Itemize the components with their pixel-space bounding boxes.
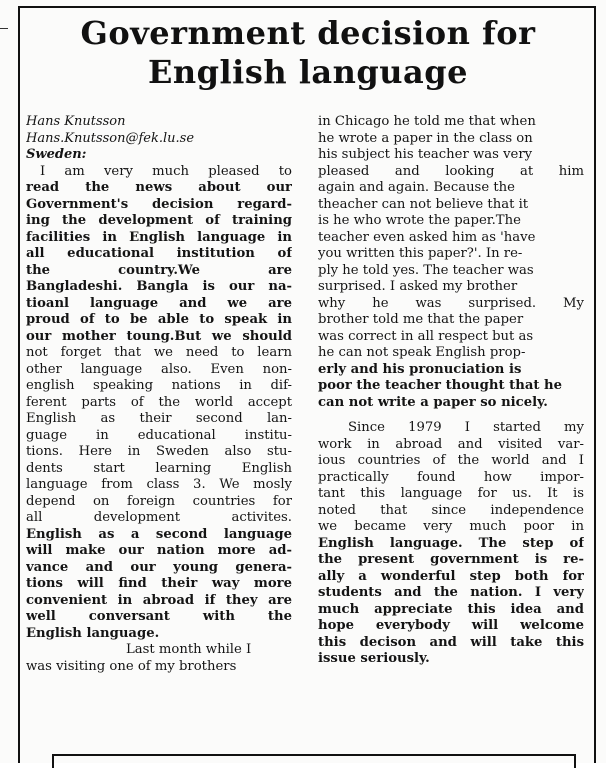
body-text-line: hope everybody will welcome (318, 618, 584, 633)
headline-line-2: English language (147, 53, 469, 91)
body-text-line: issue seriously. (318, 651, 430, 666)
body-text-line: was correct in all respect but as (318, 328, 534, 344)
left-column (26, 114, 292, 675)
frame-left-rule (18, 6, 20, 763)
body-text-line: ious countries of the world and I (318, 453, 584, 468)
frame-right-rule (594, 6, 596, 763)
body-text-line: proud of to be able to speak in (26, 312, 292, 327)
article-headline (22, 14, 594, 92)
body-text-line: not forget that we need to learn (26, 345, 292, 360)
body-text-line: ing the development of training (26, 213, 292, 228)
body-text-line: he wrote a paper in the class on (318, 130, 533, 146)
body-text-line: in Chicago he told me that when (318, 114, 536, 129)
body-text-line: I am very much pleased to (40, 163, 292, 179)
body-text-line: English as a second language (26, 526, 292, 542)
body-text-line: tioanl language and we are (26, 295, 292, 311)
body-text-line: vance and our young genera- (26, 559, 292, 575)
body-text-line: noted that since independence (318, 502, 584, 518)
right-column (318, 114, 584, 668)
body-text-line: Last month while I (126, 642, 252, 657)
body-text-line: the present government is re- (318, 552, 584, 567)
body-text-line: tions will find their way more (26, 576, 292, 591)
body-text-line: he can not speak English prop- (318, 345, 526, 360)
body-text-line: this decison and will take this (318, 634, 584, 650)
body-text-line: pleased and looking at him (318, 163, 584, 179)
body-text-line: Government's decision regard- (26, 196, 292, 212)
body-text-line: theacher can not believe that it (318, 196, 529, 212)
body-text-line: tions. Here in Sweden also stu- (26, 444, 292, 459)
body-text-line: ferent parts of the world accept (26, 394, 292, 410)
author-email: Hans.Knutsson@fek.lu.se (26, 130, 195, 146)
body-text-line: English language. (26, 625, 160, 641)
frame-top-rule (18, 6, 596, 8)
body-text-line: our mother toung.But we should (26, 328, 292, 344)
next-article-box-edge (52, 754, 576, 768)
body-text-line: again and again. Because the (318, 180, 515, 195)
body-text-line: ply he told yes. The teacher was (318, 262, 534, 278)
body-text-line: Bangladeshi. Bangla is our na- (26, 279, 292, 294)
body-text-line: you written this paper?'. In re- (318, 246, 523, 261)
body-text-line: depend on foreign countries for (26, 493, 292, 509)
body-text-line: all development activites. (26, 510, 292, 525)
body-text-line: erly and his pronuciation is (318, 361, 522, 377)
body-text-line: was visiting one of my brothers (26, 658, 237, 674)
body-text-line: all educational institution of (26, 246, 292, 261)
body-text-line: dents start learning English (26, 460, 292, 476)
body-text-line: the country.We are (26, 262, 292, 278)
body-text-line: can not write a paper so nicely. (318, 394, 548, 410)
body-text-line: teacher even asked him as 'have (318, 229, 536, 245)
body-text-line: we became very much poor in (318, 519, 584, 534)
body-text-line: surprised. I asked my brother (318, 279, 518, 294)
body-text-line: English as their second lan- (26, 411, 292, 426)
body-text-line: brother told me that the paper (318, 312, 524, 327)
body-text-line: well conversant with the (26, 609, 292, 624)
body-text-line: poor the teacher thought that he (318, 378, 563, 393)
body-text-line: facilities in English language in (26, 229, 292, 245)
body-text-line: is he who wrote the paper.The (318, 213, 521, 228)
body-text-line: ally a wonderful step both for (318, 568, 584, 584)
body-text-line: why he was surprised. My (318, 295, 584, 311)
body-text-line: tant this language for us. It is (318, 486, 584, 501)
body-text-line: english speaking nations in dif- (26, 378, 292, 393)
right-column-paragraph-2 (318, 420, 584, 668)
author-country: Sweden: (26, 147, 87, 162)
edge-tick-mark (0, 28, 8, 29)
body-text-line: much appreciate this idea and (318, 601, 584, 617)
paragraph-gap (318, 411, 584, 420)
body-text-line: his subject his teacher was very (318, 147, 533, 162)
body-text-line: practically found how impor- (318, 469, 584, 485)
body-text-line: read the news about our (26, 180, 292, 195)
headline-line-1: Government decision for (80, 14, 536, 52)
body-text-line: other language also. Even non- (26, 361, 292, 377)
body-text-line: convenient in abroad if they are (26, 592, 292, 608)
author-name: Hans Knutsson (26, 114, 126, 129)
body-text-line: Since 1979 I started my (348, 420, 584, 435)
left-column-body (26, 164, 292, 676)
body-text-line: students and the nation. I very (318, 585, 584, 600)
body-text-line: English language. The step of (318, 535, 584, 551)
body-text-line: work in abroad and visited var- (318, 436, 584, 452)
body-text-line: guage in educational institu- (26, 427, 292, 443)
body-text-line: will make our nation more ad- (26, 543, 292, 558)
body-text-line: language from class 3. We mosly (26, 477, 292, 492)
right-column-paragraph-1 (318, 114, 584, 411)
